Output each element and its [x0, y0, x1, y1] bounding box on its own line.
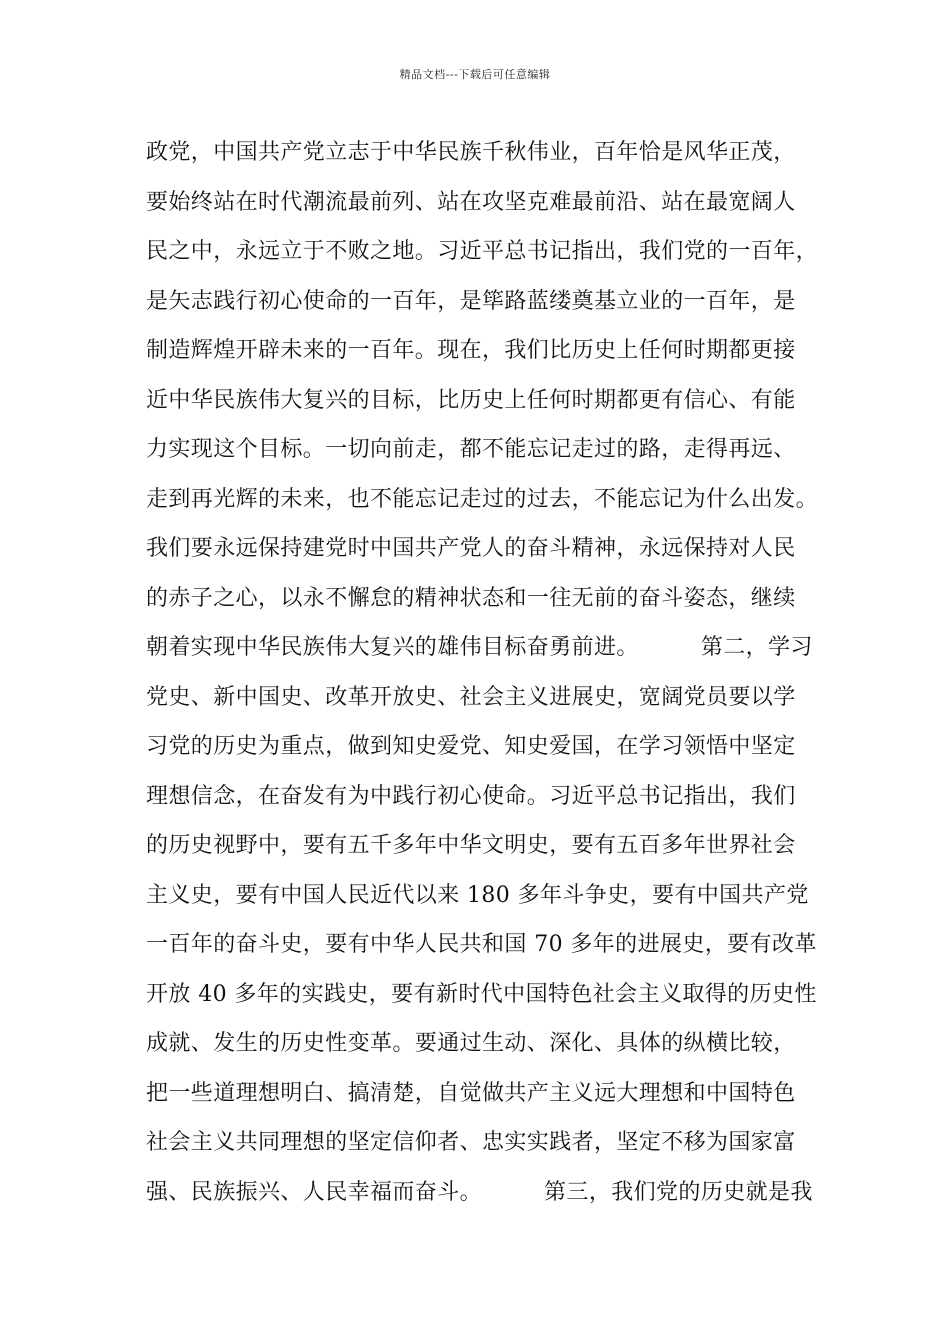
text-line: 党史、新中国史、改革开放史、社会主义进展史，宽阔党员要以学 — [146, 684, 796, 710]
section-two-start: 第二，学习 — [700, 635, 813, 660]
text-line: 开放 40 多年的实践史，要有新时代中国特色社会主义取得的历史性 — [146, 981, 817, 1007]
text-line: 社会主义共同理想的坚定信仰者、忠实实践者，坚定不移为国家富 — [146, 1130, 796, 1155]
text-line-with-section-start — [146, 1168, 836, 1218]
text-line: 的历史视野中，要有五千多年中华文明史，要有五百多年世界社会 — [146, 833, 796, 858]
text-line-with-section-start — [146, 623, 836, 673]
text-line: 成就、发生的历史性变革。要通过生动、深化、具体的纵横比较， — [146, 1031, 796, 1056]
page-header: 精品文档---下载后可任意编辑 — [399, 68, 551, 81]
text-line: 政党，中国共产党立志于中华民族千秋伟业，百年恰是风华正茂， — [146, 140, 796, 165]
text-line: 民之中，永远立于不败之地。习近平总书记指出，我们党的一百年， — [146, 239, 819, 264]
text-line: 制造辉煌开辟未来的一百年。现在，我们比历史上任何时期都更接 — [146, 338, 796, 363]
section-three-start: 第三，我们党的历史就是我 — [544, 1179, 813, 1205]
text-line: 力实现这个目标。一切向前走，都不能忘记走过的路，走得再远、 — [146, 437, 796, 462]
paragraph-end: 强、民族振兴、人民幸福而奋斗。 — [146, 1179, 483, 1205]
text-line: 的赤子之心，以永不懈怠的精神状态和一往无前的奋斗姿态，继续 — [146, 585, 796, 611]
text-line: 我们要永远保持建党时中国共产党人的奋斗精神，永远保持对人民 — [146, 536, 796, 561]
text-line: 一百年的奋斗史，要有中华人民共和国 70 多年的进展史，要有改革 — [146, 932, 817, 957]
text-line: 近中华民族伟大复兴的目标，比历史上任何时期都更有信心、有能 — [146, 387, 796, 413]
body-text — [146, 128, 836, 1217]
text-line: 是矢志践行初心使命的一百年，是筚路蓝缕奠基立业的一百年，是 — [146, 288, 796, 314]
text-line: 要始终站在时代潮流最前列、站在攻坚克难最前沿、站在最宽阔人 — [146, 189, 796, 215]
text-line: 把一些道理想明白、搞清楚，自觉做共产主义远大理想和中国特色 — [146, 1080, 796, 1106]
text-line: 走到再光辉的未来，也不能忘记走过的过去，不能忘记为什么出发。 — [146, 486, 819, 512]
text-line: 理想信念，在奋发有为中践行初心使命。习近平总书记指出，我们 — [146, 783, 796, 809]
text-line: 主义史，要有中国人民近代以来 180 多年斗争史，要有中国共产党 — [146, 882, 809, 908]
paragraph-end: 朝着实现中华民族伟大复兴的雄伟目标奋勇前进。 — [146, 635, 639, 660]
text-line: 习党的历史为重点，做到知史爱党、知史爱国，在学习领悟中坚定 — [146, 734, 796, 759]
